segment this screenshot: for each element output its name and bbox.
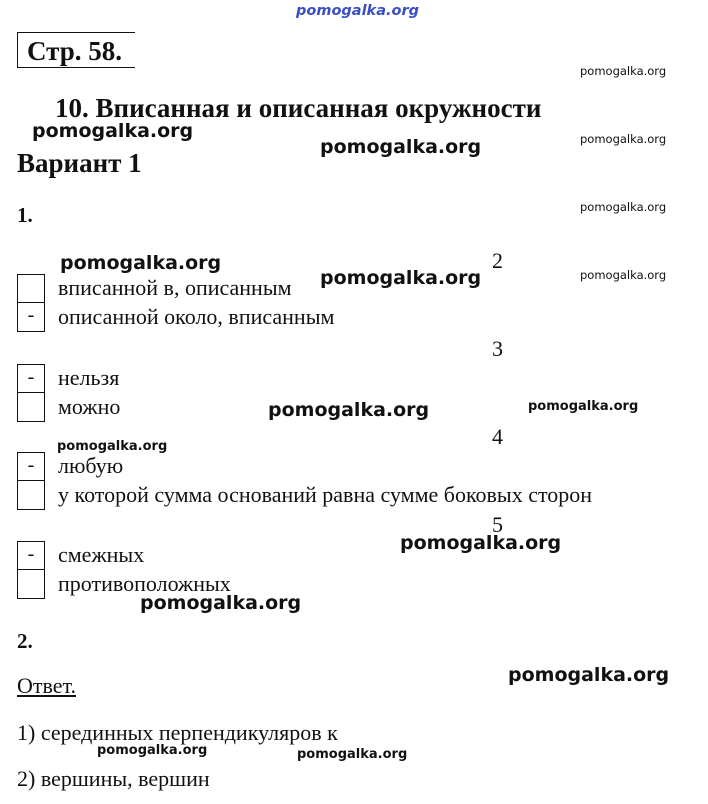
watermark: pomogalka.org [528, 399, 639, 414]
watermark: pomogalka.org [508, 664, 670, 686]
option-row[interactable] [17, 452, 697, 481]
subitem-number: 5 [492, 512, 503, 537]
answer-line: 2) вершины, вершин [17, 766, 210, 791]
option-label: вписанной в, описанным [58, 275, 292, 300]
watermark: pomogalka.org [32, 120, 194, 142]
watermark: pomogalka.org [580, 200, 667, 214]
watermark: pomogalka.org [320, 136, 482, 158]
answer-line: 1) серединных перпендикуляров к [17, 720, 338, 745]
variant-title: Вариант 1 [17, 148, 142, 178]
option-checkbox[interactable] [17, 393, 45, 422]
task-number: 1. [17, 203, 33, 227]
option-row[interactable] [17, 303, 697, 332]
watermark: pomogalka.org [297, 747, 408, 762]
task-number: 2. [17, 629, 33, 653]
watermark-top: pomogalka.org [296, 3, 419, 19]
page-label: Стр. 58. [27, 36, 123, 66]
option-row[interactable] [17, 481, 697, 510]
watermark: pomogalka.org [580, 132, 667, 146]
option-checkbox[interactable]: - [17, 303, 45, 332]
option-label: у которой сумма оснований равна сумме боковых сторон [58, 482, 593, 507]
watermark: pomogalka.org [320, 267, 482, 289]
option-checkbox[interactable]: - [17, 364, 45, 393]
option-row[interactable] [17, 393, 697, 422]
option-row[interactable] [17, 274, 697, 303]
watermark: pomogalka.org [400, 532, 562, 554]
option-checkbox[interactable] [17, 274, 45, 303]
option-label: смежных [58, 542, 145, 567]
watermark: pomogalka.org [60, 252, 222, 274]
watermark: pomogalka.org [97, 743, 208, 758]
option-label: описанной около, вписанным [58, 304, 335, 329]
subitem-number: 3 [492, 336, 503, 361]
watermark: pomogalka.org [580, 64, 667, 78]
option-label: можно [58, 394, 121, 419]
answer-label: Ответ. [17, 673, 76, 698]
option-checkbox[interactable] [17, 570, 45, 599]
watermark: pomogalka.org [140, 592, 302, 614]
watermark: pomogalka.org [580, 268, 667, 282]
option-checkbox[interactable]: - [17, 541, 45, 570]
section-title: 10. Вписанная и описанная окружности [55, 93, 542, 123]
subitem-number: 4 [492, 424, 503, 449]
watermark: pomogalka.org [57, 439, 168, 454]
option-label: нельзя [58, 365, 120, 390]
option-checkbox[interactable] [17, 481, 45, 510]
option-checkbox[interactable]: - [17, 452, 45, 481]
option-label: любую [58, 453, 124, 478]
option-row[interactable] [17, 541, 697, 570]
watermark: pomogalka.org [268, 399, 430, 421]
option-row[interactable] [17, 364, 697, 393]
option-label: противоположных [58, 571, 231, 596]
option-row[interactable] [17, 570, 697, 599]
subitem-number: 2 [492, 248, 503, 273]
